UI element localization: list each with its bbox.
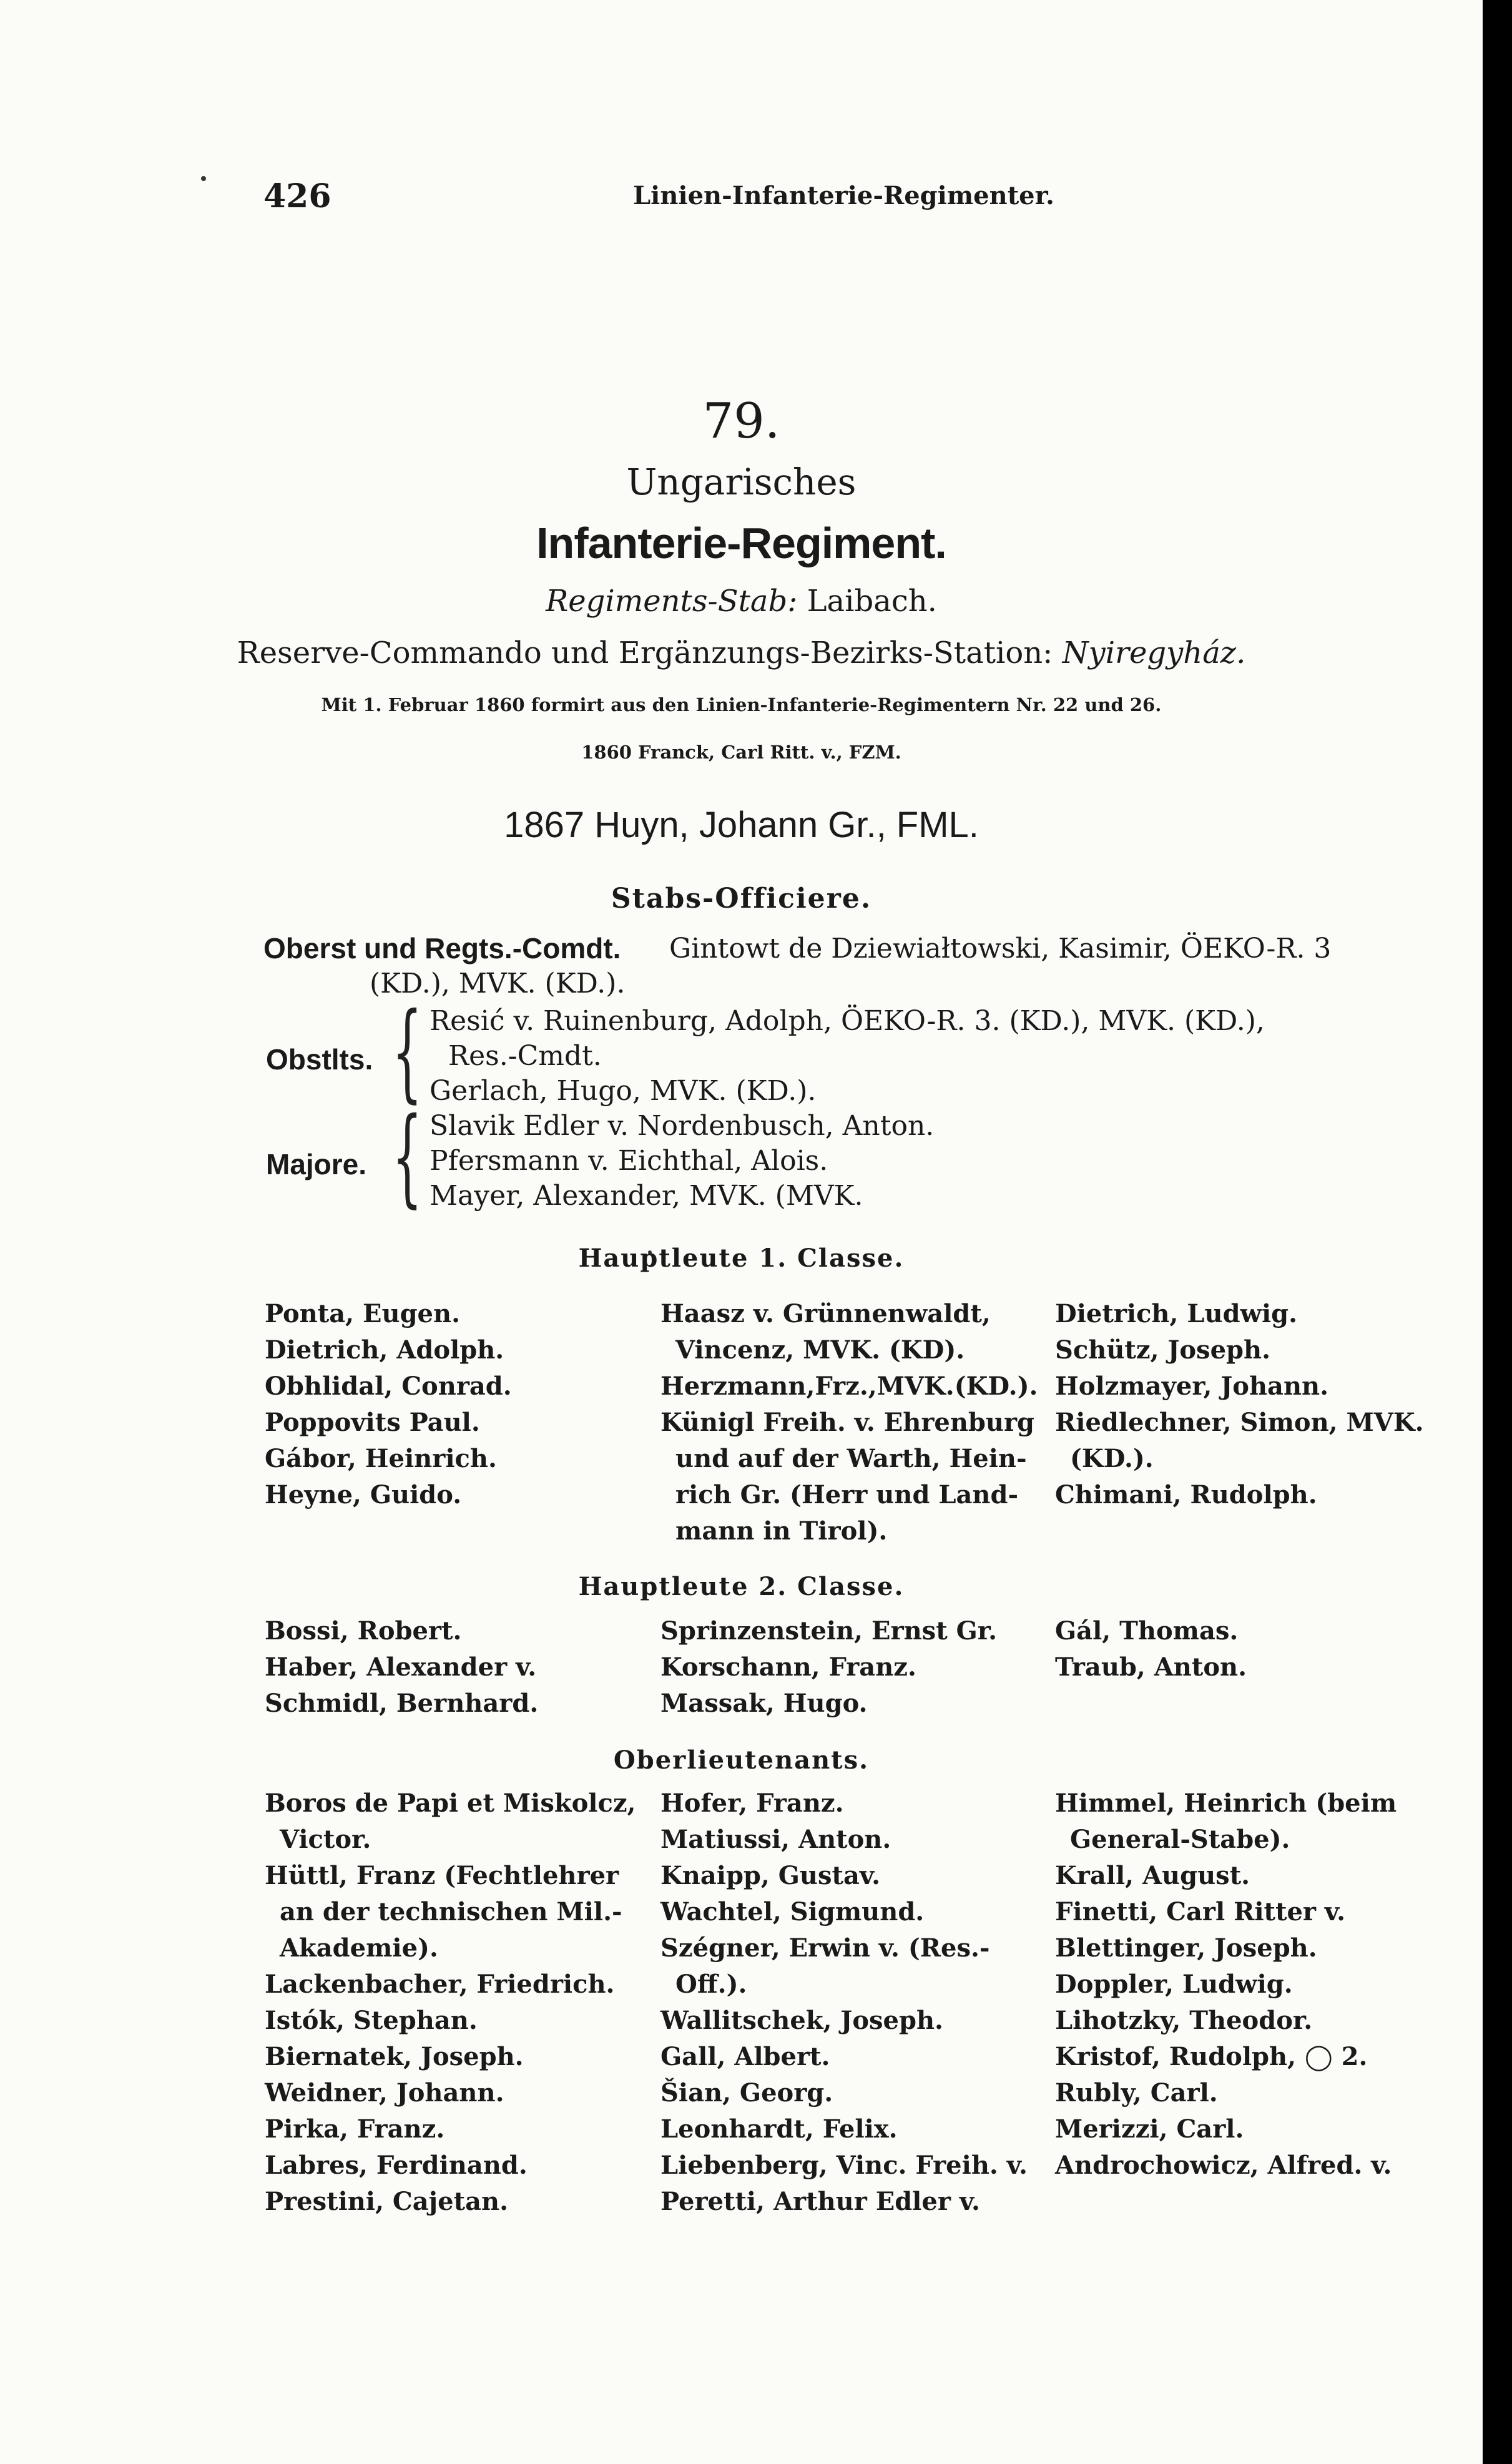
list-item: Hofer, Franz. <box>660 1789 844 1818</box>
list-item: Wallitschek, Joseph. <box>660 2006 943 2035</box>
list-item: Künigl Freih. v. Ehrenburg <box>660 1408 1035 1437</box>
list-item: Lihotzky, Theodor. <box>1055 2006 1313 2035</box>
hauptleute-2-col-1 <box>265 1613 538 1722</box>
oberst-label: Oberst und Regts.-Comdt. <box>263 932 621 964</box>
hauptleute-1-heading: Hauptleute 1. Classe. <box>578 1244 905 1273</box>
list-item: Bossi, Robert. <box>265 1616 462 1646</box>
list-item: Traub, Anton. <box>1055 1652 1247 1682</box>
list-item: Dietrich, Adolph. <box>265 1335 504 1365</box>
list-item: General-Stabe). <box>1070 1825 1290 1854</box>
list-item: Heyne, Guido. <box>265 1480 462 1509</box>
list-item: Dietrich, Ludwig. <box>1055 1299 1298 1328</box>
formation-note: Mit 1. Februar 1860 formirt aus den Linien-Infanterie-Regimentern Nr. 22 und 26. <box>321 694 1162 715</box>
hauptleute-2-col-2 <box>660 1613 997 1722</box>
list-item: Herzmann,Frz.,MVK.(KD.). <box>660 1372 1038 1401</box>
list-item: Lackenbacher, Friedrich. <box>265 1970 615 1999</box>
list-item: Holzmayer, Johann. <box>1055 1372 1329 1401</box>
list-item: Biernatek, Joseph. <box>265 2042 524 2071</box>
major-line-1: Slavik Edler v. Nordenbusch, Anton. <box>430 1110 935 1142</box>
list-item: Sprinzenstein, Ernst Gr. <box>660 1616 998 1646</box>
owner-1867: 1867 Huyn, Johann Gr., FML. <box>504 805 979 845</box>
oberlieutenants-col-1 <box>265 1785 636 2220</box>
obstlts-brace: { <box>392 990 423 1114</box>
obstlt-line-1: Resić v. Ruinenburg, Adolph, ÖEKO-R. 3. (KD.), MVK. (KD.), <box>430 1005 1265 1037</box>
list-item: Gall, Albert. <box>660 2042 830 2071</box>
hauptleute-1-col-2 <box>660 1296 1038 1549</box>
running-title: Linien-Infanterie-Regimenter. <box>633 181 1054 210</box>
major-line-3: Mayer, Alexander, MVK. (MVK. <box>430 1180 863 1212</box>
list-item: Pirka, Franz. <box>265 2114 445 2144</box>
list-item: Hüttl, Franz (Fechtlehrer <box>265 1861 619 1890</box>
list-item: Schütz, Joseph. <box>1055 1335 1270 1365</box>
list-item: Ponta, Eugen. <box>265 1299 461 1328</box>
hauptleute-1-col-1 <box>265 1296 512 1513</box>
list-item: Riedlechner, Simon, MVK. <box>1055 1408 1424 1437</box>
list-item: Doppler, Ludwig. <box>1055 1970 1293 1999</box>
list-item: Chimani, Rudolph. <box>1055 1480 1317 1509</box>
regiment-number: 79. <box>702 393 780 449</box>
list-item: (KD.). <box>1070 1444 1154 1473</box>
list-item: Finetti, Carl Ritter v. <box>1055 1897 1346 1927</box>
print-speck <box>201 176 206 181</box>
stab-label: Regiments-Stab: <box>546 584 798 619</box>
list-item: Akademie). <box>280 1933 438 1963</box>
owner-1860: 1860 Franck, Carl Ritt. v., FZM. <box>581 742 901 763</box>
list-item: Poppovits Paul. <box>265 1408 480 1437</box>
list-item: Vincenz, MVK. (KD). <box>675 1335 965 1365</box>
oberlieutenants-col-2 <box>660 1785 1028 2220</box>
list-item: Haber, Alexander v. <box>265 1652 537 1682</box>
list-item: Krall, August. <box>1055 1861 1250 1890</box>
majore-label: Majore. <box>266 1148 367 1180</box>
hauptleute-2-heading: Hauptleute 2. Classe. <box>578 1572 905 1601</box>
oberlieutenants-col-3 <box>1055 1785 1397 2184</box>
list-item: Blettinger, Joseph. <box>1055 1933 1317 1963</box>
list-item: Knaipp, Gustav. <box>660 1861 881 1890</box>
list-item: an der technischen Mil.- <box>280 1897 622 1927</box>
list-item: rich Gr. (Herr und Land- <box>675 1480 1019 1509</box>
regiment-nationality: Ungarisches <box>626 461 857 503</box>
list-item: Rubly, Carl. <box>1055 2078 1218 2108</box>
list-item: Peretti, Arthur Edler v. <box>660 2187 980 2216</box>
list-item: Kristof, Rudolph, ◯ 2. <box>1055 2042 1368 2071</box>
obstlt-line-2: Res.-Cmdt. <box>448 1040 602 1072</box>
list-item: Šian, Georg. <box>660 2078 833 2108</box>
hauptleute-2-col-3 <box>1055 1613 1247 1686</box>
list-item: mann in Tirol). <box>675 1516 888 1546</box>
regiment-stab <box>0 584 1483 619</box>
hauptleute-1-col-3 <box>1055 1296 1424 1513</box>
list-item: Obhlidal, Conrad. <box>265 1372 512 1401</box>
list-item: Boros de Papi et Miskolcz, <box>265 1789 636 1818</box>
reserve-commando <box>0 636 1483 670</box>
list-item: Liebenberg, Vinc. Freih. v. <box>660 2151 1028 2180</box>
list-item: Haasz v. Grünnenwaldt, <box>660 1299 991 1328</box>
list-item: Weidner, Johann. <box>265 2078 504 2108</box>
oberst-line-2: (KD.), MVK. (KD.). <box>370 968 626 999</box>
list-item: Merizzi, Carl. <box>1055 2114 1244 2144</box>
major-line-2: Pfersmann v. Eichthal, Alois. <box>430 1145 828 1177</box>
oberlieutenants-heading: Oberlieutenants. <box>613 1745 870 1775</box>
list-item: Szégner, Erwin v. (Res.- <box>660 1933 990 1963</box>
list-item: Matiussi, Anton. <box>660 1825 891 1854</box>
list-item: und auf der Warth, Hein- <box>675 1444 1027 1473</box>
list-item: Himmel, Heinrich (beim <box>1055 1789 1397 1818</box>
stabs-officiere-heading: Stabs-Officiere. <box>611 883 872 915</box>
regiment-type: Infanterie-Regiment. <box>536 519 946 567</box>
list-item: Leonhardt, Felix. <box>660 2114 898 2144</box>
list-item: Wachtel, Sigmund. <box>660 1897 925 1927</box>
list-item: Korschann, Franz. <box>660 1652 916 1682</box>
list-item: Gál, Thomas. <box>1055 1616 1239 1646</box>
list-item: Labres, Ferdinand. <box>265 2151 528 2180</box>
oberst-line-1: Gintowt de Dziewiałtowski, Kasimir, ÖEKO-R. 3 <box>669 933 1332 964</box>
list-item: Off.). <box>675 1970 747 1999</box>
majore-brace: { <box>392 1095 423 1219</box>
list-item: Gábor, Heinrich. <box>265 1444 497 1473</box>
list-item: Androchowicz, Alfred. v. <box>1055 2151 1392 2180</box>
reserve-location: Nyiregyház. <box>1062 636 1246 670</box>
list-item: Victor. <box>280 1825 371 1854</box>
list-item: Prestini, Cajetan. <box>265 2187 508 2216</box>
list-item: Massak, Hugo. <box>660 1689 868 1718</box>
list-item: Schmidl, Bernhard. <box>265 1689 539 1718</box>
obstlt-line-3: Gerlach, Hugo, MVK. (KD.). <box>430 1075 817 1107</box>
page-number: 426 <box>263 177 331 215</box>
reserve-label: Reserve-Commando und Ergänzungs-Bezirks-Station: <box>237 636 1053 670</box>
obstlts-label: Obstlts. <box>266 1043 373 1076</box>
list-item: Istók, Stephan. <box>265 2006 478 2035</box>
stab-location: Laibach. <box>807 584 937 619</box>
